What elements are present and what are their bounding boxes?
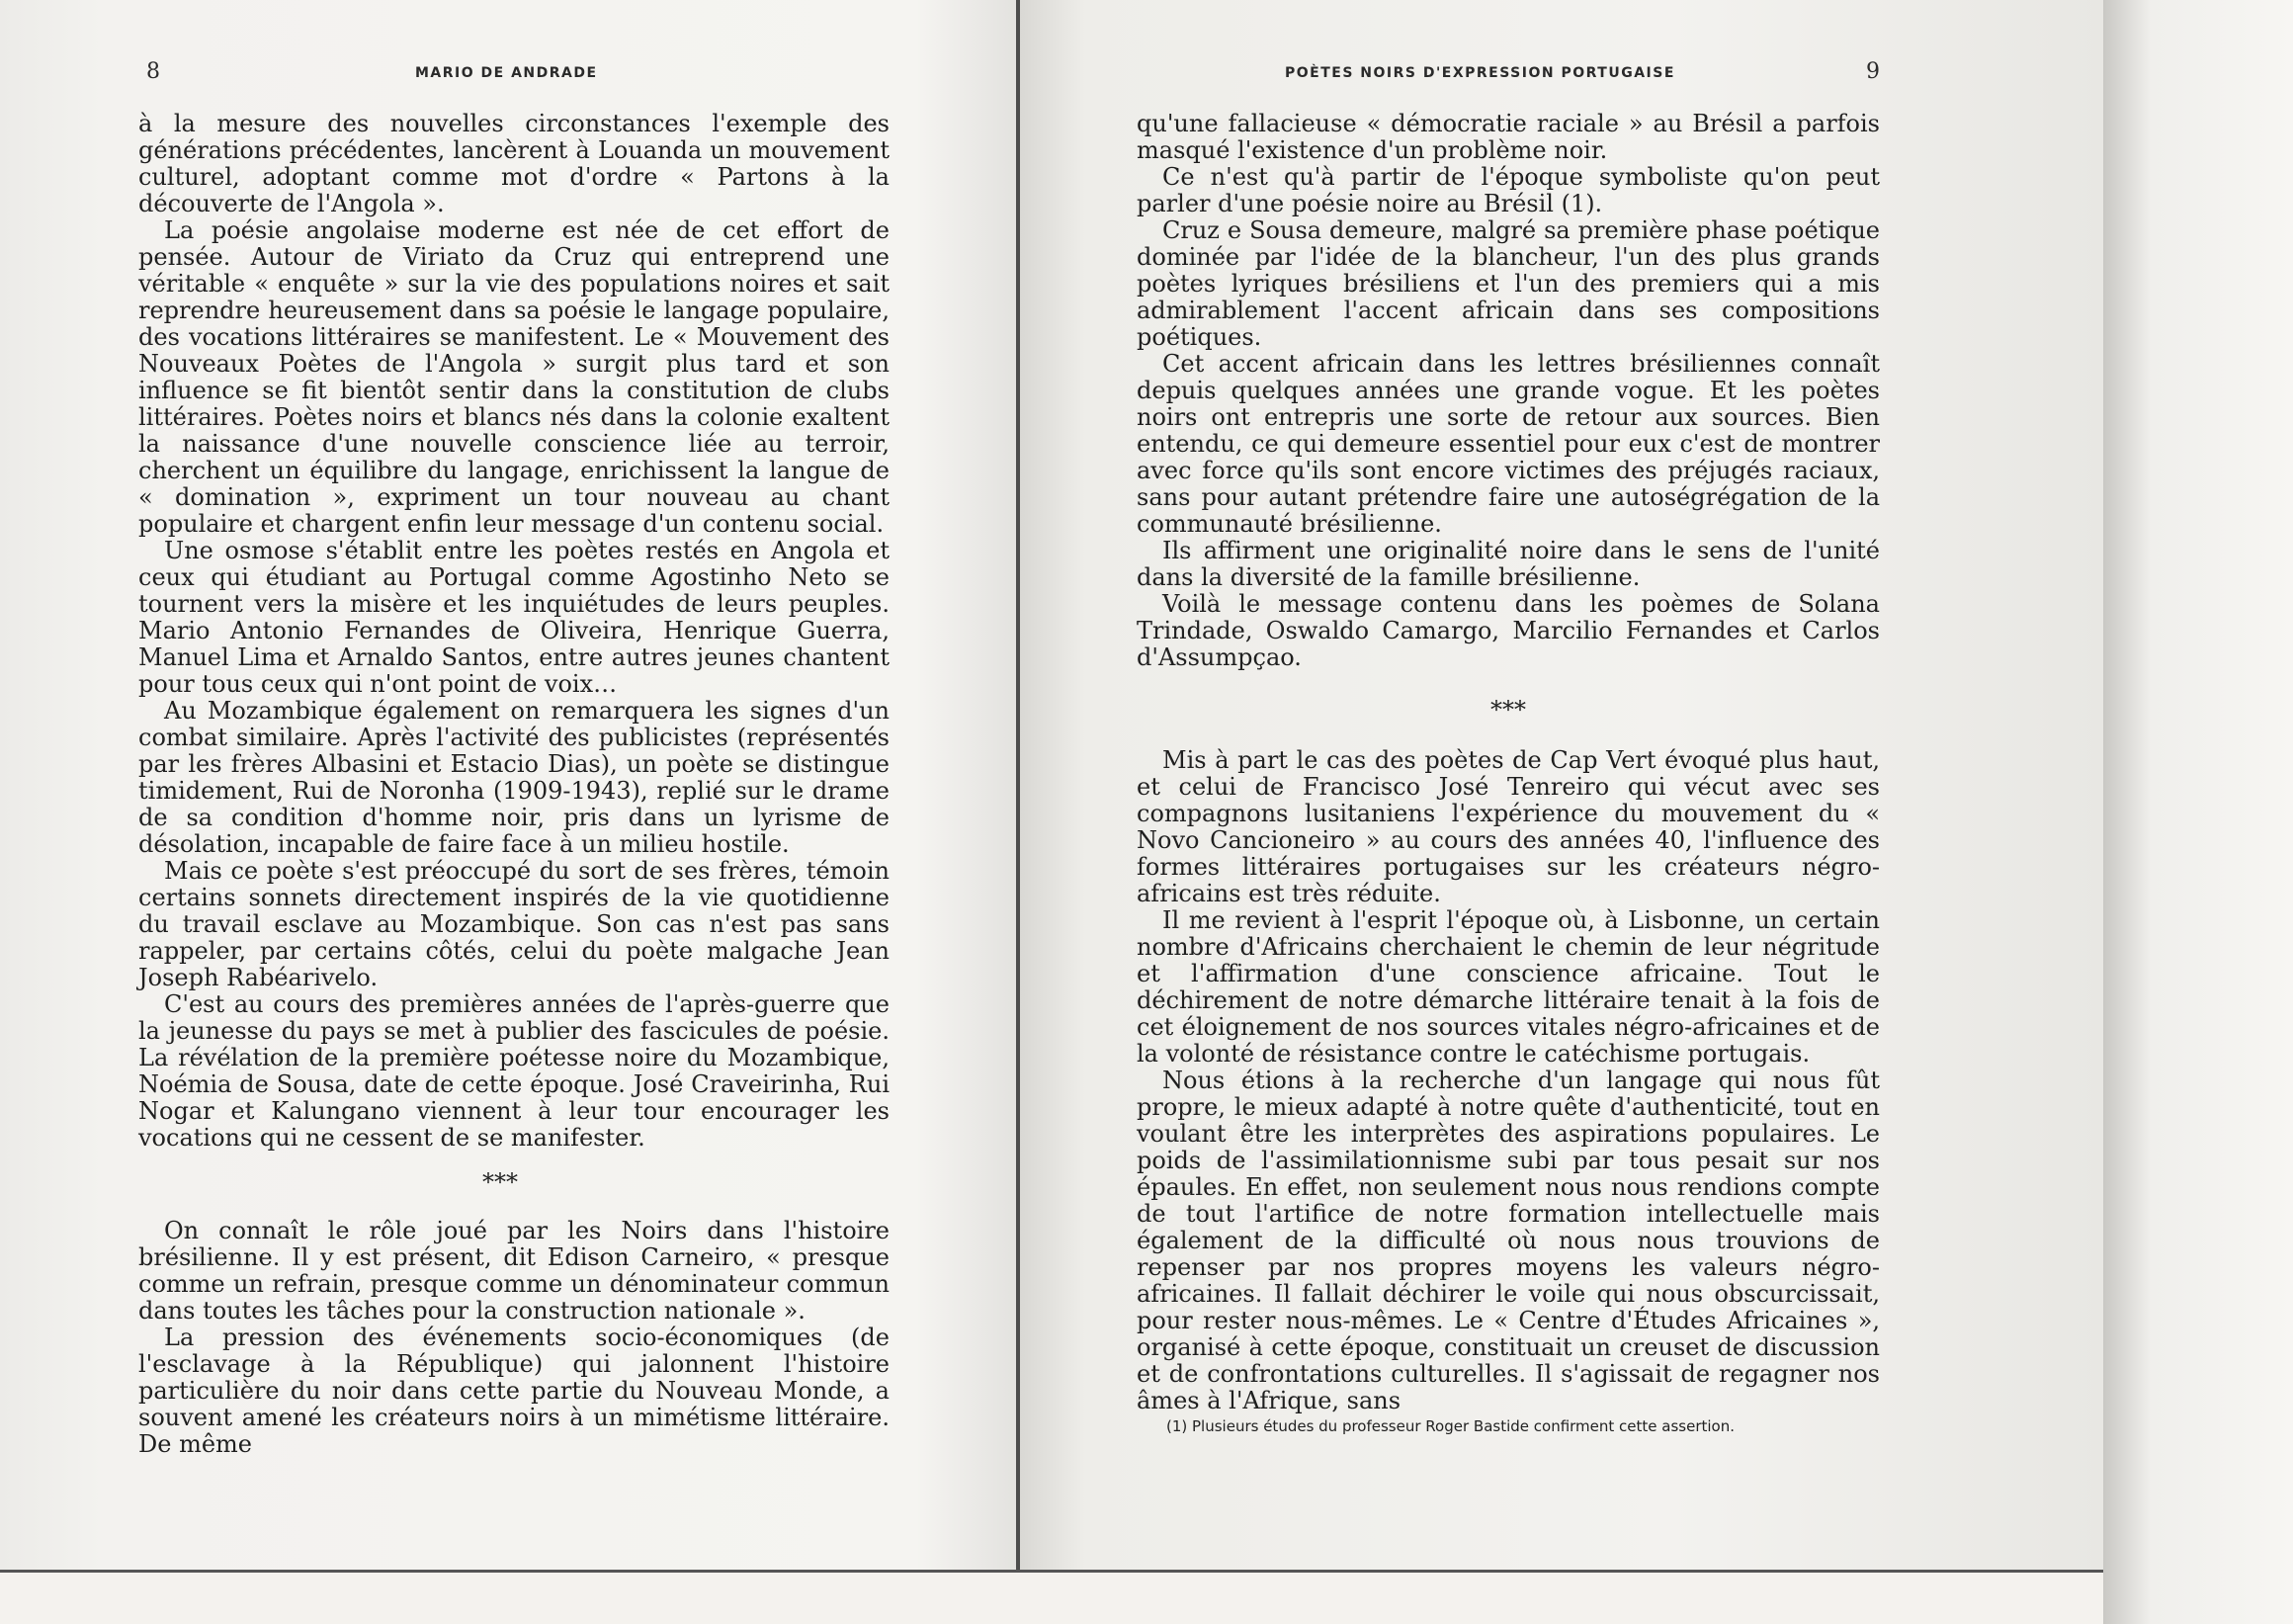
paragraph: Ce n'est qu'à partir de l'époque symboliste qu'on peut parler d'une poésie noire au Brésil (1). <box>1137 163 1880 217</box>
paragraph: à la mesure des nouvelles circonstances l'exemple des générations précédentes, lancèrent à Louanda un mouvement culturel, adoptant comme mot d'ordre « Partons à la découverte de l'Angola ». <box>138 110 890 217</box>
right-page-number: 9 <box>1866 59 1880 84</box>
bottom-edge-line <box>0 1570 2103 1573</box>
footnote: (1) Plusieurs études du professeur Roger Bastide confirment cette assertion. <box>1166 1417 1736 1435</box>
right-asterism: *** <box>1490 696 1526 724</box>
paragraph: Voilà le message contenu dans les poèmes de Solana Trindade, Oswaldo Camargo, Marcilio Fernandes et Carlos d'Assumpçao. <box>1137 590 1880 671</box>
paragraph: Au Mozambique également on remarquera les signes d'un combat similaire. Après l'activité des publicistes (représentés par les frères Albasini et Estacio Dias), un poète se distingue timidement, Rui de Noronha (1909-1943), replié sur le drame de sa condition d'homme noir, pris dans un lyrisme de désolation, incapable de faire face à un milieu hostile. <box>138 697 890 858</box>
paragraph: C'est au cours des premières années de l'après-guerre que la jeunesse du pays se met à publier des fascicules de poésie. La révélation de la première poétesse noire du Mozambique, Noémia de Sousa, date de cette époque. José Craveirinha, Rui Nogar et Kalungano viennent à leur tour encourager les vocations qui ne cessent de se manifester. <box>138 990 890 1152</box>
scan-margin <box>2103 0 2293 1624</box>
paragraph: Cruz e Sousa demeure, malgré sa première phase poétique dominée par l'idée de la blancheur, l'un des plus grands poètes lyriques brésiliens et l'un des premiers qui a mis admirablement l'accent africain dans ses compositions poétiques. <box>1137 216 1880 351</box>
right-body-bottom <box>1137 747 1880 1414</box>
left-running-head: MARIO DE ANDRADE <box>415 65 598 81</box>
paragraph: qu'une fallacieuse « démocratie raciale » au Brésil a parfois masqué l'existence d'un problème noir. <box>1137 110 1880 164</box>
paragraph: Une osmose s'établit entre les poètes restés en Angola et ceux qui étudiant au Portugal comme Agostinho Neto se tournent vers la misère et les inquiétudes de leurs peuples. Mario Antonio Fernandes de Oliveira, Henrique Guerra, Manuel Lima et Arnaldo Santos, entre autres jeunes chantent pour tous ceux qui n'ont point de voix… <box>138 537 890 698</box>
paragraph: La poésie angolaise moderne est née de cet effort de pensée. Autour de Viriato da Cruz qui entreprend une véritable « enquête » sur la vie des populations noires et sait reprendre heureusement dans sa poésie le langage populaire, des vocations littéraires se manifestent. Le « Mouvement des Nouveaux Poètes de l'Angola » surgit plus tard et son influence se fit bientôt sentir dans la constitution de clubs littéraires. Poètes noirs et blancs nés dans la colonie exaltent la naissance d'une nouvelle conscience liée au terroir, cherchent un équilibre du langage, enrichissent la langue de « domination », expriment un tour nouveau au chant populaire et chargent enfin leur message d'un contenu social. <box>138 216 890 538</box>
paragraph: Mis à part le cas des poètes de Cap Vert évoqué plus haut, et celui de Francisco José Tenreiro qui vécut avec ses compagnons lusitaniens l'expérience du mouvement du « Novo Cancioneiro » au cours des années 40, l'influence des formes littéraires portugaises sur les créateurs négro-africains est très réduite. <box>1137 746 1880 907</box>
gutter-line <box>1016 0 1020 1572</box>
left-body-top <box>138 111 890 1152</box>
paragraph: Cet accent africain dans les lettres brésiliennes connaît depuis quelques années une grande vogue. Et les poètes noirs ont entrepris une sorte de retour aux sources. Bien entendu, ce qui demeure essentiel pour eux c'est de montrer avec force qu'ils sont encore victimes des préjugés raciaux, sans pour autant prétendre faire une autoségrégation de la communauté brésilienne. <box>1137 350 1880 538</box>
paragraph: Ils affirment une originalité noire dans le sens de l'unité dans la diversité de la famille brésilienne. <box>1137 537 1880 591</box>
paragraph: La pression des événements socio-économiques (de l'esclavage à la République) qui jalonnent l'histoire particulière du noir dans cette partie du Nouveau Monde, a souvent amené les créateurs noirs à un mimétisme littéraire. De même <box>138 1324 890 1458</box>
paragraph: Nous étions à la recherche d'un langage qui nous fût propre, le mieux adapté à notre quête d'authenticité, tout en voulant être les interprètes des aspirations populaires. Le poids de l'assimilationnisme subi par tous pesait sur nos épaules. En effet, non seulement nous nous rendions compte de tout l'artifice de notre formation intellectuelle mais également de la difficulté où nous nous trouvions de repenser par nos propres moyens les valeurs négro-africaines. Il fallait déchirer le voile qui nous obscurcissait, pour rester nous-mêmes. Le « Centre d'Études Africaines », organisé à cette époque, constituait un creuset de discussion et de confrontations culturelles. Il s'agissait de regagner nos âmes à l'Afrique, sans <box>1137 1067 1880 1414</box>
right-running-head: POÈTES NOIRS D'EXPRESSION PORTUGAISE <box>1285 65 1675 81</box>
left-page-number: 8 <box>146 59 160 84</box>
paragraph: Il me revient à l'esprit l'époque où, à Lisbonne, un certain nombre d'Africains cherchaient le chemin de leur négritude et l'affirmation d'une conscience africaine. Tout le déchirement de notre démarche littéraire tenait à la fois de cet éloignement de nos sources vitales négro-africaines et de la volonté de résistance contre le catéchisme portugais. <box>1137 906 1880 1068</box>
paragraph: Mais ce poète s'est préoccupé du sort de ses frères, témoin certains sonnets directement inspirés de la vie quotidienne du travail esclave au Mozambique. Son cas n'est pas sans rappeler, par certains côtés, celui du poète malgache Jean Joseph Rabéarivelo. <box>138 857 890 991</box>
left-body-bottom <box>138 1218 890 1458</box>
paragraph: On connaît le rôle joué par les Noirs dans l'histoire brésilienne. Il y est présent, dit Edison Carneiro, « presque comme un refrain, presque comme un dénominateur commun dans toutes les tâches pour la construction nationale ». <box>138 1217 890 1325</box>
left-asterism: *** <box>482 1168 518 1196</box>
right-body-top <box>1137 111 1880 671</box>
